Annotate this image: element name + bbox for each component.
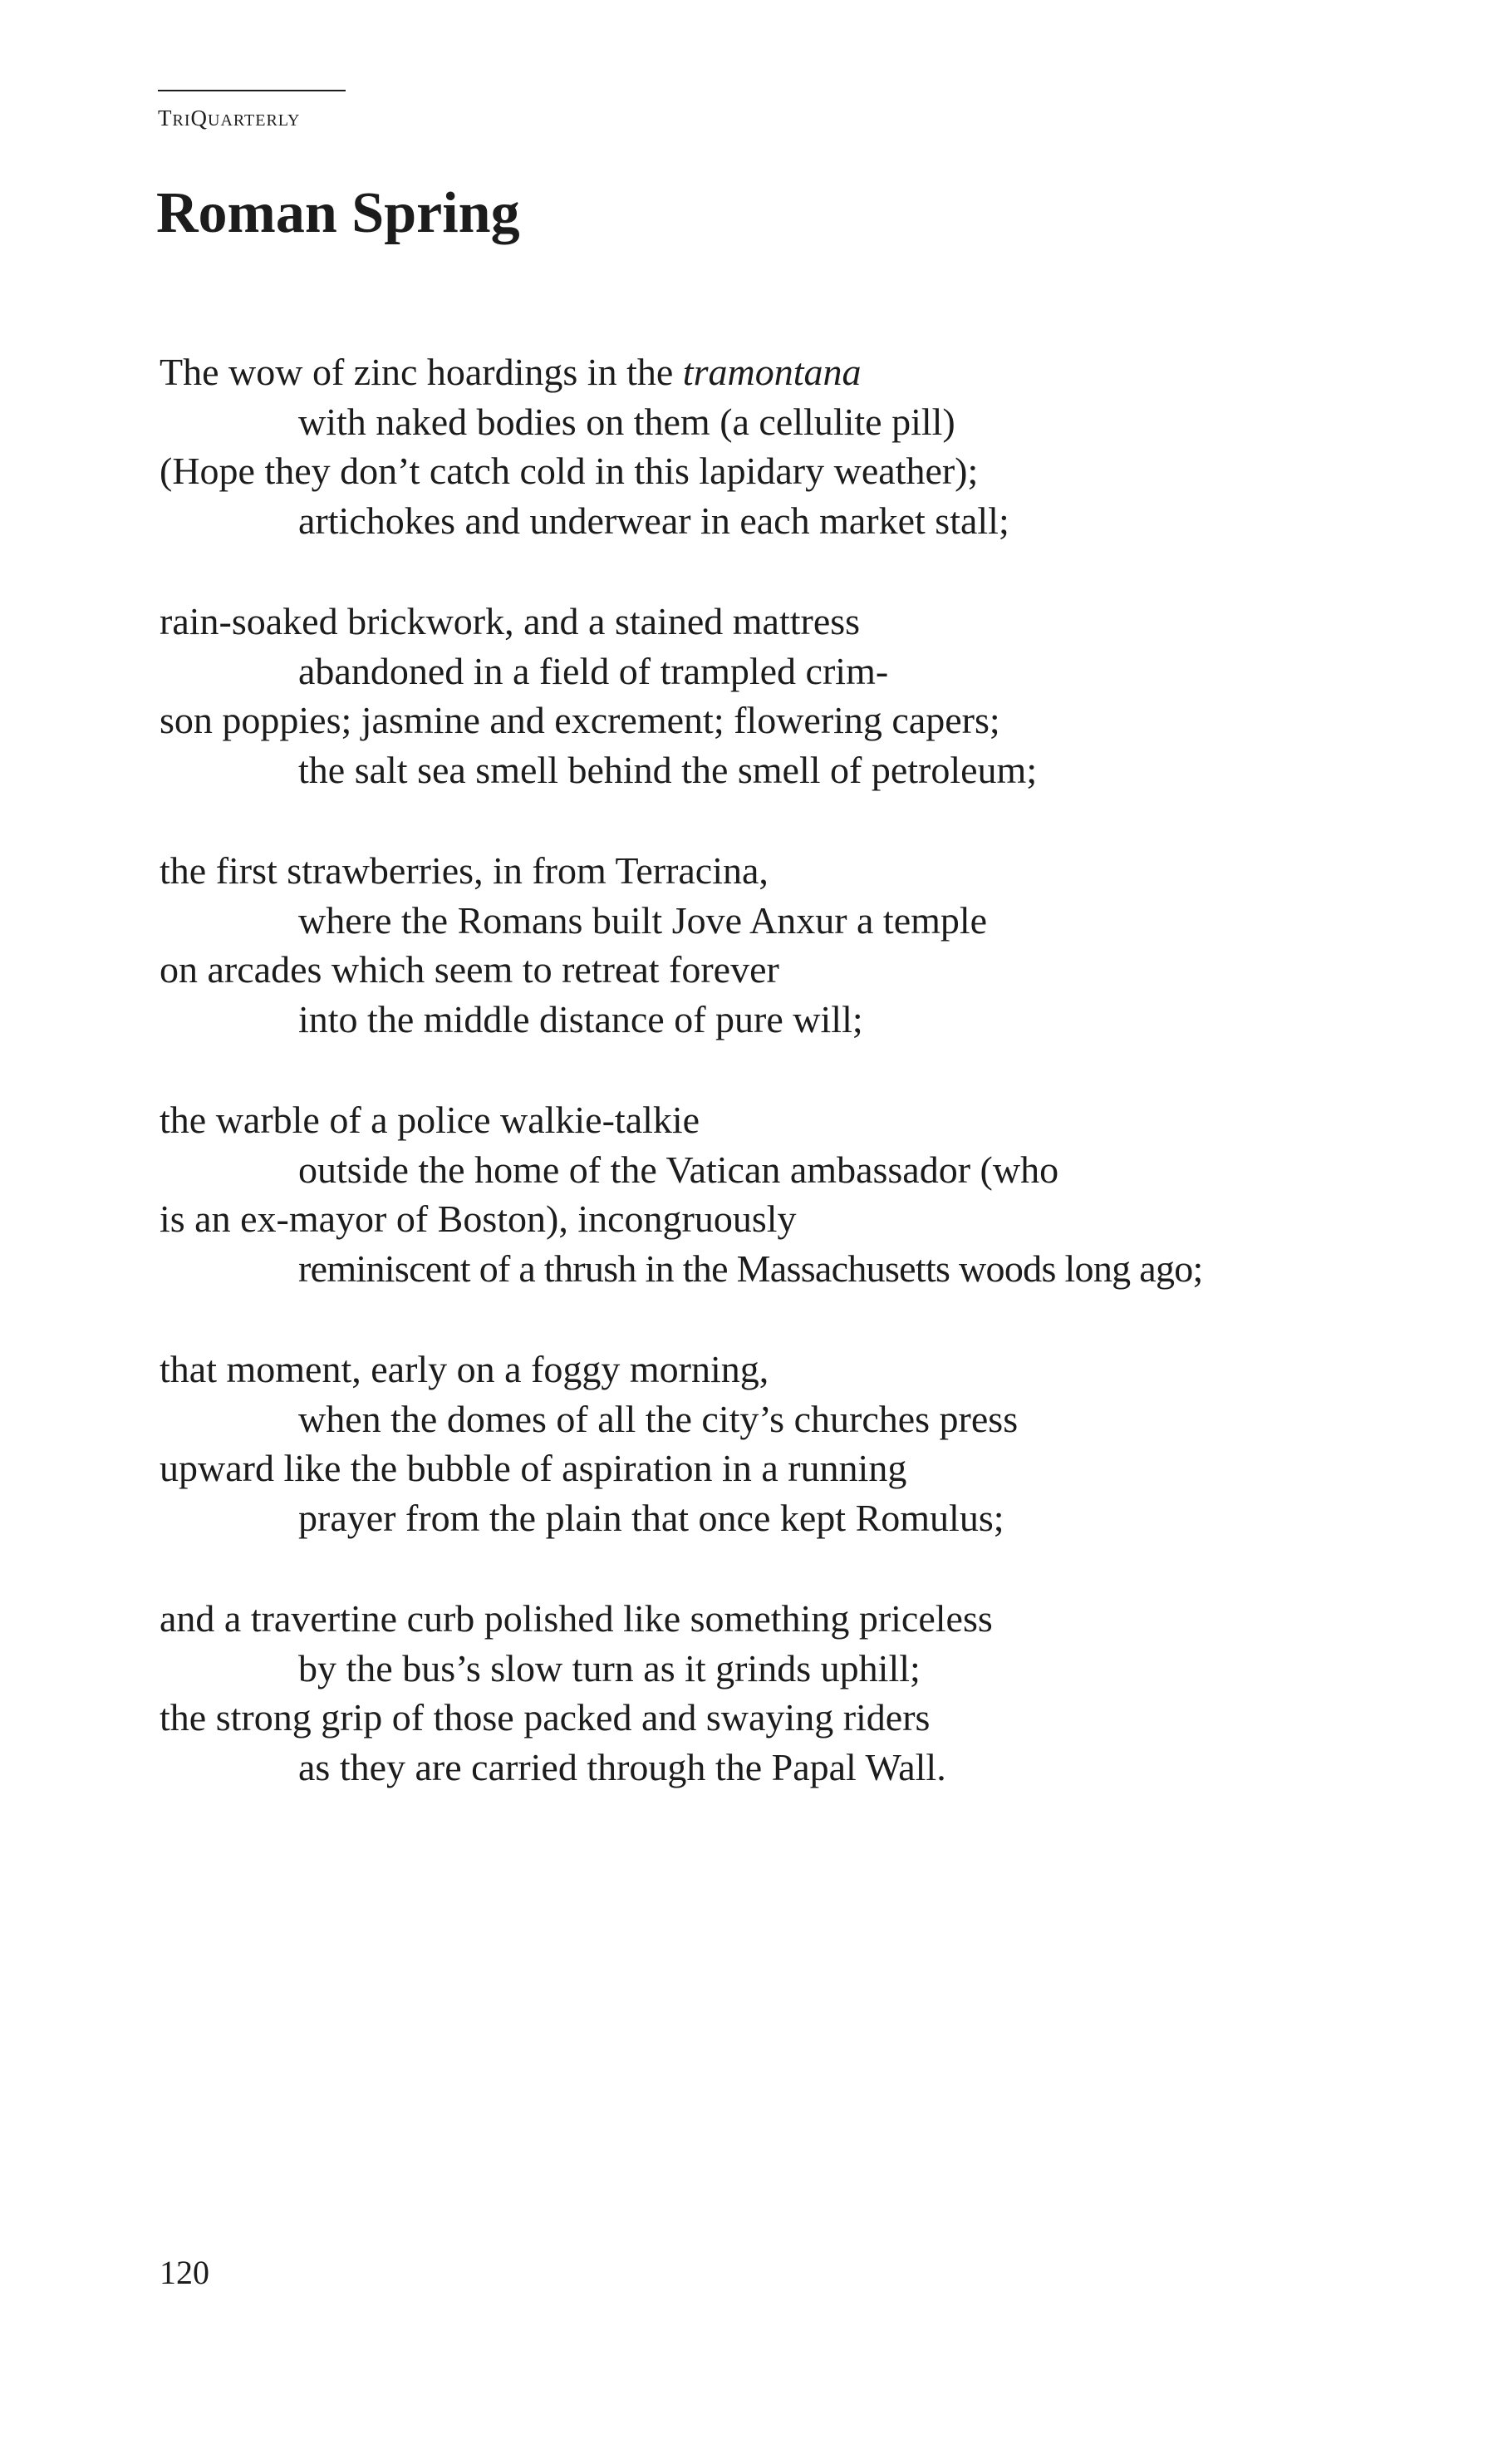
italic-word: tramontana [682,351,862,393]
poem-line: prayer from the plain that once kept Romulus; [298,1496,1004,1539]
poem-line: that moment, early on a foggy morning, [160,1348,769,1390]
stanza-1 [160,347,1422,545]
poem-line: where the Romans built Jove Anxur a temple [298,898,988,942]
poem-title: Roman Spring [156,181,520,245]
poem-line: when the domes of all the city’s churches press [298,1397,1019,1440]
journal-name [158,105,349,134]
poem-line: (Hope they don’t catch cold in this lapidary weather); [160,450,979,492]
running-header [158,90,349,134]
journal-name-q: Q [190,106,208,130]
poem-line: the strong grip of those packed and swaying riders [160,1696,931,1739]
poem-line: artichokes and underwear in each market stall; [298,499,1009,542]
poem-line: upward like the bubble of aspiration in a running [160,1447,907,1489]
poem-line: abandoned in a field of trampled crim- [298,649,889,692]
journal-name-part-2: UARTERLY [208,111,301,130]
page-number: 120 [160,2254,209,2291]
header-rule [158,90,346,91]
poem-line: and a travertine curb polished like something priceless [160,1597,993,1640]
poem-line: the warble of a police walkie-talkie [160,1099,700,1141]
poem-line: into the middle distance of pure will; [298,997,863,1040]
poem-line: son poppies; jasmine and excrement; flowering capers; [160,699,1000,741]
stanza-2 [160,597,1422,794]
poem-line: outside the home of the Vatican ambassador (who [298,1148,1059,1191]
poem-body [160,347,1422,1843]
poem-line [160,347,1422,397]
stanza-5 [160,1345,1422,1542]
poem-line: on arcades which seem to retreat forever [160,948,779,991]
stanza-3 [160,846,1422,1044]
poem-line: reminiscent of a thrush in the Massachusetts woods long ago; [298,1247,1203,1290]
poem-line: is an ex-mayor of Boston), incongruously [160,1198,797,1240]
stanza-6 [160,1594,1422,1792]
poem-line: with naked bodies on them (a cellulite pill) [298,400,955,443]
journal-name-initial: T [158,106,173,130]
poem-line: by the bus’s slow turn as it grinds uphill; [298,1646,921,1689]
poem-line: rain-soaked brickwork, and a stained mattress [160,600,861,642]
poem-line: as they are carried through the Papal Wall. [298,1745,946,1788]
journal-name-part-1: RI [172,111,191,130]
stanza-4 [160,1095,1422,1293]
poem-line: the salt sea smell behind the smell of petroleum; [298,748,1038,791]
line-text: The wow of zinc hoardings in the [160,351,683,393]
poem-line: the first strawberries, in from Terracina, [160,849,769,892]
